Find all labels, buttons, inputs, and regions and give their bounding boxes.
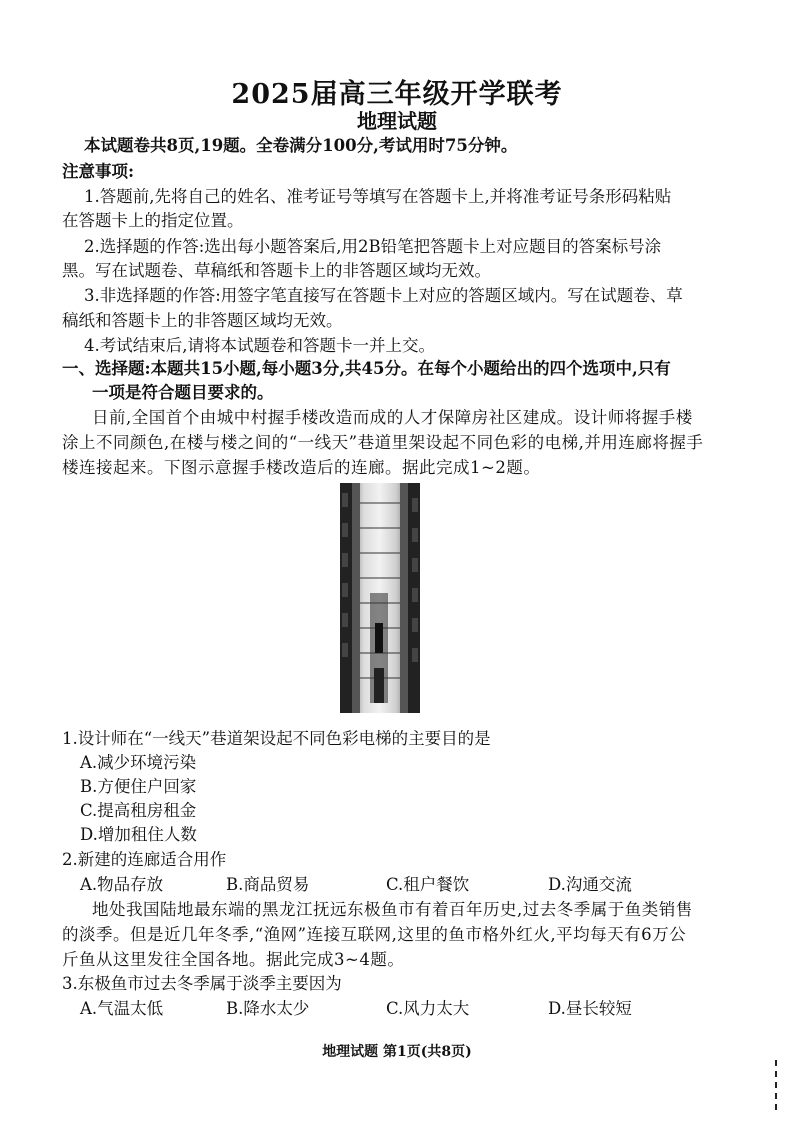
q2-option-b[interactable]: B.商品贸易 <box>226 875 310 894</box>
q2-option-a[interactable]: A.物品存放 <box>80 875 164 894</box>
section-1-heading: 一、选择题:本题共15小题,每小题3分,共45分。在每个小题给出的四个选项中,只有 <box>62 359 671 378</box>
q1-option-a[interactable]: A.减少环境污染 <box>80 753 197 772</box>
exam-subtitle: 地理试题 <box>357 109 437 133</box>
q1-option-d[interactable]: D.增加租住人数 <box>80 825 197 844</box>
exam-title: 2025届高三年级开学联考 <box>231 79 563 110</box>
note-2-line-1: 2.选择题的作答:选出每小题答案后,用2B铅笔把答题卡上对应题目的答案标号涂 <box>84 237 662 256</box>
passage-2-line-2: 的淡季。但是近几年冬季,“渔网”连接互联网,这里的鱼市格外红火,平均每天有6万公 <box>62 925 687 944</box>
q1-option-b[interactable]: B.方便住户回家 <box>80 777 197 796</box>
page-footer: 地理试题 第1页(共8页) <box>322 1044 472 1060</box>
passage-1-line-3: 楼连接起来。下图示意握手楼改造后的连廊。据此完成1~2题。 <box>62 458 541 477</box>
section-1-heading-cont: 一项是符合题目要求的。 <box>92 383 274 402</box>
note-3-line-1: 3.非选择题的作答:用签字笔直接写在答题卡上对应的答题区域内。写在试题卷、草 <box>84 286 683 305</box>
note-1-line-2: 在答题卡上的指定位置。 <box>62 211 244 230</box>
passage-2-line-1: 地处我国陆地最东端的黑龙江抚远东极鱼市有着百年历史,过去冬季属于鱼类销售 <box>92 900 693 919</box>
cut-line <box>775 1060 777 1110</box>
notes-heading: 注意事项: <box>62 162 135 181</box>
q2-option-c[interactable]: C.租户餐饮 <box>386 875 470 894</box>
note-1-line-1: 1.答题前,先将自己的姓名、准考证号等填写在答题卡上,并将准考证号条形码粘贴 <box>84 187 672 206</box>
note-2-line-2: 黑。写在试题卷、草稿纸和答题卡上的非答题区域均无效。 <box>62 261 491 280</box>
q1-option-c[interactable]: C.提高租房租金 <box>80 801 197 820</box>
note-3-line-2: 稿纸和答题卡上的非答题区域均无效。 <box>62 311 343 330</box>
note-4: 4.考试结束后,请将本试题卷和答题卡一并上交。 <box>84 336 435 355</box>
q2-stem: 2.新建的连廊适合用作 <box>62 850 227 869</box>
passage-1-line-1: 日前,全国首个由城中村握手楼改造而成的人才保障房社区建成。设计师将握手楼 <box>92 408 693 427</box>
exam-info: 本试题卷共8页,19题。全卷满分100分,考试用时75分钟。 <box>84 136 518 155</box>
q3-option-c[interactable]: C.风力太大 <box>386 999 470 1018</box>
q3-option-d[interactable]: D.昼长较短 <box>548 999 632 1018</box>
passage-1-line-2: 涂上不同颜色,在楼与楼之间的“一线天”巷道里架设起不同色彩的电梯,并用连廊将握手 <box>62 433 704 452</box>
passage-2-line-3: 斤鱼从这里发往全国各地。据此完成3~4题。 <box>62 950 405 969</box>
q3-stem: 3.东极鱼市过去冬季属于淡季主要因为 <box>62 974 342 993</box>
q1-stem: 1.设计师在“一线天”巷道架设起不同色彩电梯的主要目的是 <box>62 729 491 748</box>
corridor-photo <box>340 483 420 713</box>
corridor-photo-drawing <box>340 483 420 713</box>
q3-option-b[interactable]: B.降水太少 <box>226 999 310 1018</box>
q3-option-a[interactable]: A.气温太低 <box>80 999 164 1018</box>
q2-option-d[interactable]: D.沟通交流 <box>548 875 632 894</box>
